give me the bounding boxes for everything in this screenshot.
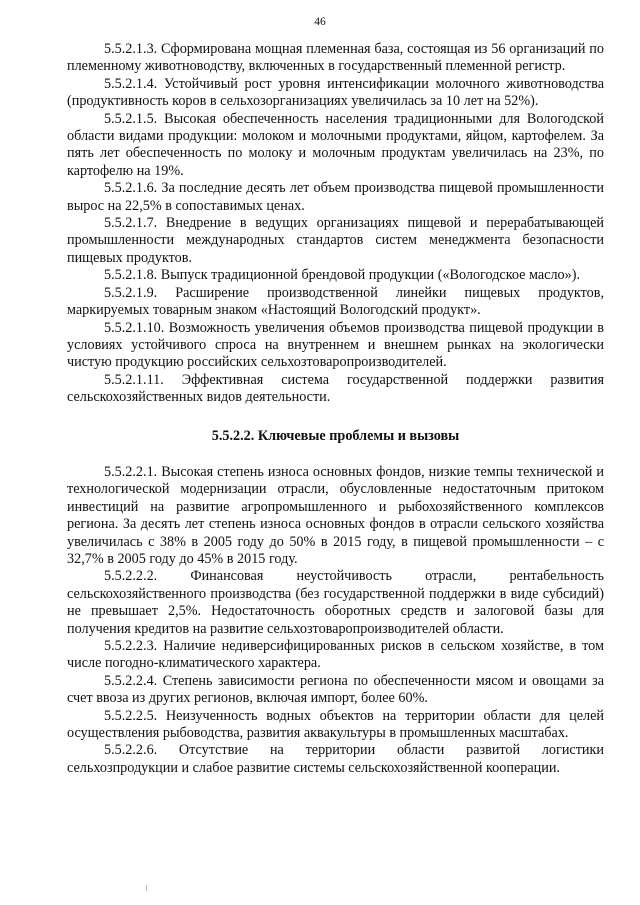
paragraph-5-5-2-1-3: 5.5.2.1.3. Сформирована мощная племенная база, состоящая из 56 организаций по племенному животноводству, включенных в государственный племенной регистр. — [67, 41, 604, 75]
document-body — [67, 41, 604, 777]
page-number: 46 — [314, 16, 326, 28]
paragraph-5-5-2-1-10: 5.5.2.1.10. Возможность увеличения объемов производства пищевой продукции в условиях устойчивого спроса на внутреннем и внешнем рынках на экологически чистую продукцию российских сельхозтоваропроизводителей. — [67, 319, 604, 371]
paragraph-5-5-2-1-4: 5.5.2.1.4. Устойчивый рост уровня интенсификации молочного животноводства (продуктивность коров в сельхозорганизациях увеличилась за 10 лет на 52%). — [67, 75, 604, 110]
paragraph-5-5-2-2-3: 5.5.2.2.3. Наличие недиверсифицированных рисков в сельском хозяйстве, в том числе погодно-климатического характера. — [67, 638, 604, 672]
paragraph-5-5-2-1-7: 5.5.2.1.7. Внедрение в ведущих организациях пищевой и перерабатывающей промышленности международных стандартов систем менеджмента безопасности пищевых продуктов. — [67, 215, 604, 266]
paragraph-5-5-2-2-4: 5.5.2.2.4. Степень зависимости региона по обеспеченности мясом и овощами за счет ввоза из других регионов, включая импорт, более 60%. — [67, 672, 604, 707]
paragraph-5-5-2-2-1: 5.5.2.2.1. Высокая степень износа основных фондов, низкие темпы технической и технологической модернизации отрасли, обусловленные недостаточным притоком инвестиций на развитие агропромышленного и рыбохозяйственного комплексов региона. За десять лет степень износа основных фондов в отрасли сельского хозяйства увеличилась с 38% в 2005 году до 50% в 2015 году, в пищевой промышленности – с 32,7% в 2005 году до 45% в 2015 году. — [67, 463, 604, 567]
paragraph-5-5-2-1-5: 5.5.2.1.5. Высокая обеспеченность населения традиционными для Вологодской области видами продукции: молоком и молочными продуктами, яйцом, картофелем. За пять лет обеспеченность по молоку и молочным продуктам увеличилась на 23%, по картофелю на 19%. — [67, 110, 604, 179]
section-heading-key-problems: 5.5.2.2. Ключевые проблемы и вызовы — [211, 427, 460, 444]
paragraph-5-5-2-1-9: 5.5.2.1.9. Расширение производственной линейки пищевых продуктов, маркируемых товарным знаком «Настоящий Вологодский продукт». — [67, 284, 604, 319]
strengths-list — [67, 41, 604, 407]
paragraph-5-5-2-2-2: 5.5.2.2.2. Финансовая неустойчивость отрасли, рентабельность сельскохозяйственного производства (без государственной поддержки в виде субсидий) не превышает 2,5%. Недостаточность оборотных средств и залоговой базы для получения кредитов на развитие сельхозтоваропроизводителей области. — [67, 568, 604, 637]
paragraph-5-5-2-2-5: 5.5.2.2.5. Неизученность водных объектов на территории области для целей осуществления рыбоводства, развития аквакультуры в промышленных масштабах. — [67, 707, 604, 742]
paragraph-5-5-2-1-11: 5.5.2.1.11. Эффективная система государственной поддержки развития сельскохозяйственных видов деятельности. — [67, 371, 604, 406]
scan-artifact — [146, 885, 147, 891]
problems-list — [67, 464, 604, 777]
paragraph-5-5-2-1-8: 5.5.2.1.8. Выпуск традиционной брендовой продукции («Вологодское масло»). — [104, 267, 581, 284]
paragraph-5-5-2-1-6: 5.5.2.1.6. За последние десять лет объем производства пищевой промышленности вырос на 22,5% в сопоставимых ценах. — [67, 180, 604, 214]
paragraph-5-5-2-2-6: 5.5.2.2.6. Отсутствие на территории области развитой логистики сельхозпродукции и слабое развитие системы сельскохозяйственной кооперации. — [67, 742, 604, 776]
